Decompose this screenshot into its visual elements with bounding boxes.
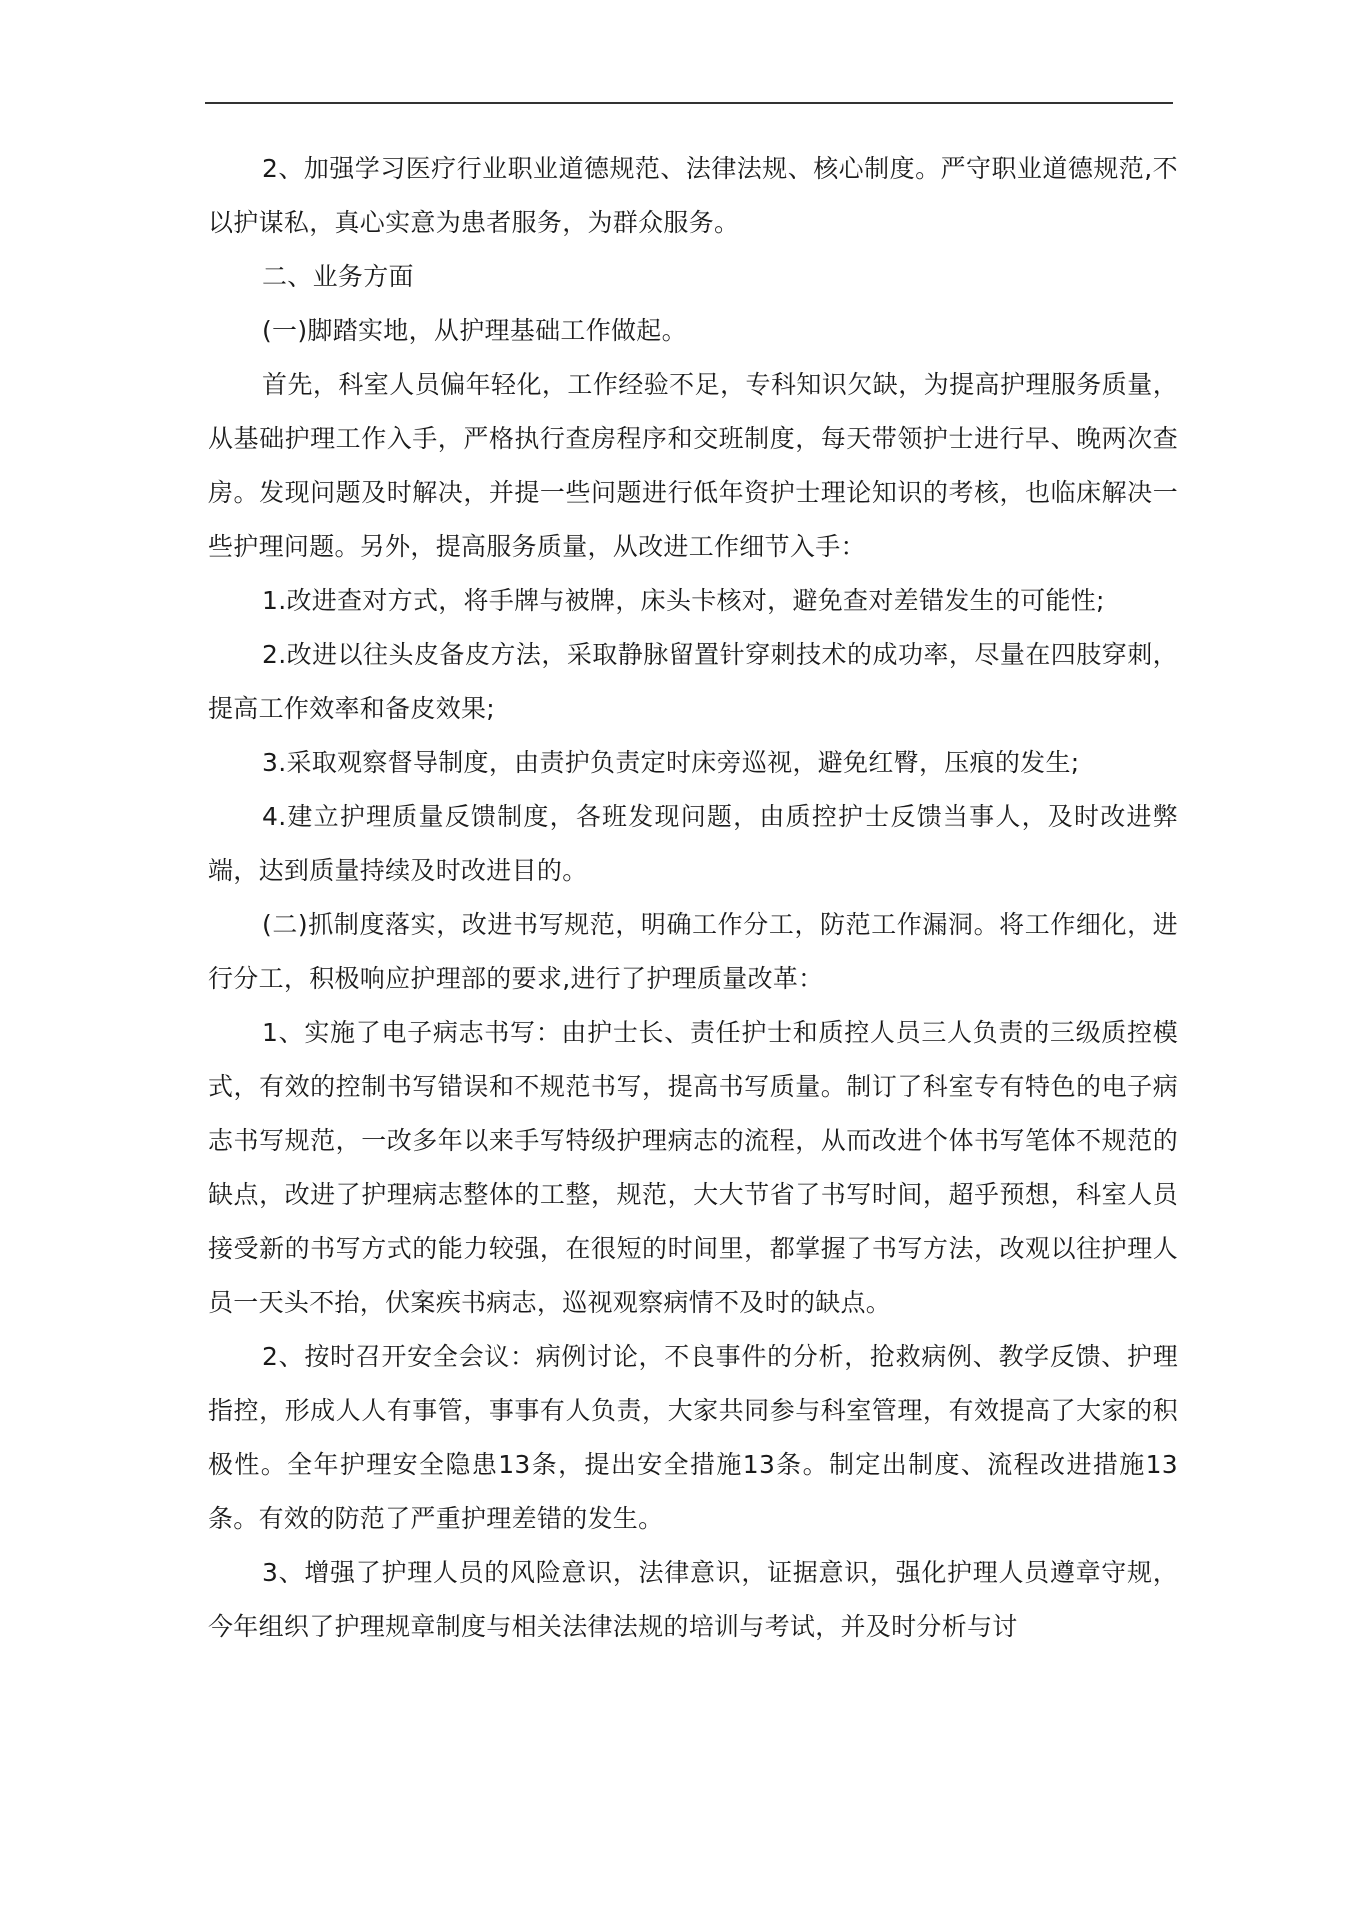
paragraph: 首先，科室人员偏年轻化，工作经验不足，专科知识欠缺，为提高护理服务质量，从基础护理工作入手，严格执行查房程序和交班制度，每天带领护士进行早、晚两次查房。发现问题及时解决，并提一些问题进行低年资护士理论知识的考核，也临床解决一些护理问题。另外，提高服务质量，从改进工作细节入手： — [208, 370, 1178, 561]
list-item: 3、增强了护理人员的风险意识，法律意识，证据意识，强化护理人员遵章守规，今年组织了护理规章制度与相关法律法规的培训与考试，并及时分析与讨 — [208, 1558, 1178, 1641]
document-body — [208, 142, 1178, 1654]
list-item: 2、按时召开安全会议：病例讨论，不良事件的分析，抢救病例、教学反馈、护理指控，形成人人有事管，事事有人负责，大家共同参与科室管理，有效提高了大家的积极性。全年护理安全隐患13条，提出安全措施13条。制定出制度、流程改进措施13条。有效的防范了严重护理差错的发生。 — [208, 1342, 1178, 1533]
list-item: 2.改进以往头皮备皮方法，采取静脉留置针穿刺技术的成功率，尽量在四肢穿刺，提高工作效率和备皮效果; — [208, 640, 1178, 723]
header-rule — [205, 102, 1173, 104]
list-item: 1、实施了电子病志书写：由护士长、责任护士和质控人员三人负责的三级质控模式，有效的控制书写错误和不规范书写，提高书写质量。制订了科室专有特色的电子病志书写规范，一改多年以来手写特级护理病志的流程，从而改进个体书写笔体不规范的缺点，改进了护理病志整体的工整，规范，大大节省了书写时间，超乎预想，科室人员接受新的书写方式的能力较强，在很短的时间里，都掌握了书写方法，改观以往护理人员一天头不抬，伏案疾书病志，巡视观察病情不及时的缺点。 — [208, 1018, 1178, 1317]
subsection-heading: (二)抓制度落实，改进书写规范，明确工作分工，防范工作漏洞。将工作细化，进行分工，积极响应护理部的要求,进行了护理质量改革： — [208, 910, 1178, 993]
section-heading: 二、业务方面 — [262, 262, 414, 291]
subsection-heading: (一)脚踏实地，从护理基础工作做起。 — [262, 316, 687, 345]
paragraph: 2、加强学习医疗行业职业道德规范、法律法规、核心制度。严守职业道德规范,不以护谋私，真心实意为患者服务，为群众服务。 — [208, 154, 1178, 237]
list-item: 4.建立护理质量反馈制度，各班发现问题，由质控护士反馈当事人，及时改进弊端，达到质量持续及时改进目的。 — [208, 802, 1178, 885]
list-item: 1.改进查对方式，将手牌与被牌，床头卡核对，避免查对差错发生的可能性; — [262, 586, 1105, 615]
list-item: 3.采取观察督导制度，由责护负责定时床旁巡视，避免红臀，压痕的发生; — [262, 748, 1080, 777]
